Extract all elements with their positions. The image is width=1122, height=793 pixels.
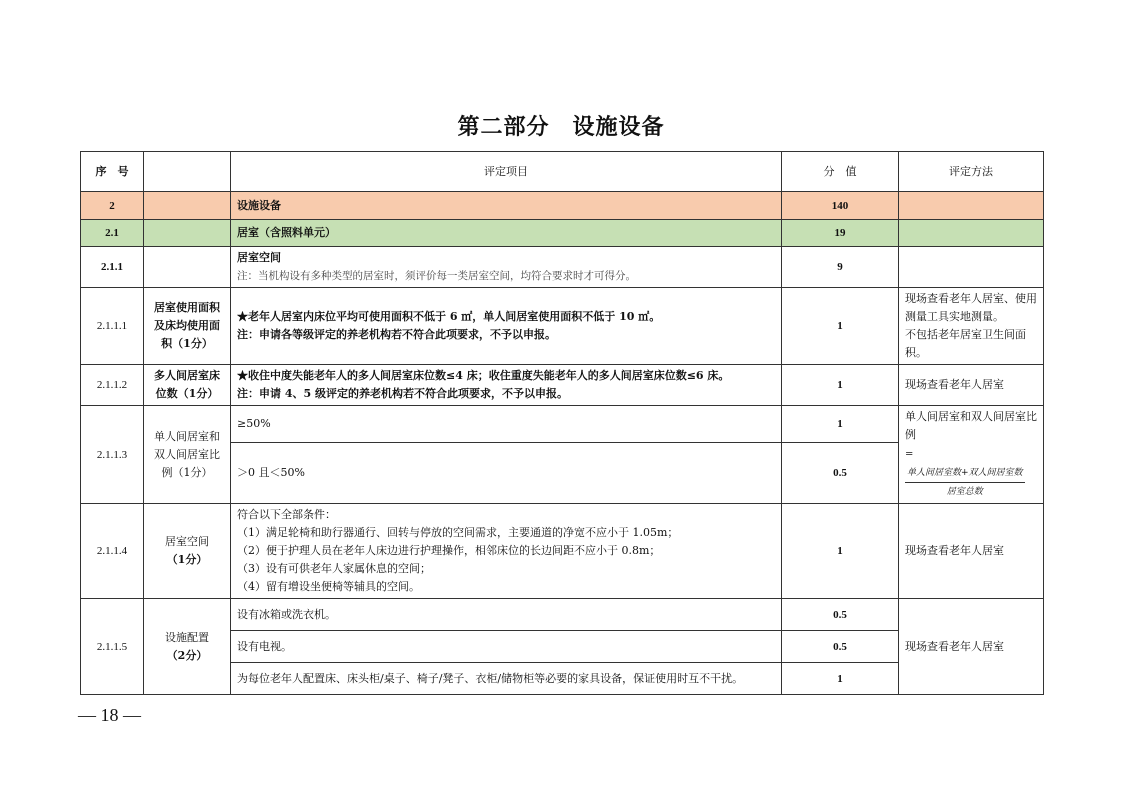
- row-text: ★收住中度失能老年人的多人间居室床位数≤4 床；收住重度失能老年人的多人间居室床位数≤6 床。: [237, 369, 730, 382]
- row-blank: [144, 247, 231, 288]
- row-code: 2.1.1.3: [81, 406, 144, 504]
- formula-denominator: 居室总数: [946, 487, 983, 497]
- table-row-subcategory: [81, 220, 1044, 247]
- table-row: [81, 406, 1044, 443]
- header-score: 分 值: [782, 152, 899, 192]
- ratio-formula: [905, 446, 1037, 501]
- row-code: 2.1.1: [81, 247, 144, 288]
- method-text: 现场查看老年人居室、使用测量工具实地测量。: [905, 292, 1037, 323]
- row-method: [899, 247, 1044, 288]
- condition-item: （3）设有可供老年人家属休息的空间；: [237, 562, 431, 575]
- option-text: 为每位老年人配置床、床头柜/桌子、椅子/凳子、衣柜/储物柜等必要的家具设备，保证使用时互不干扰。: [231, 663, 782, 695]
- row-method: 现场查看老年人居室: [899, 365, 1044, 406]
- option-score: 1: [782, 663, 899, 695]
- row-code: 2.1.1.4: [81, 504, 144, 599]
- row-content: [231, 247, 782, 288]
- option-score: 0.5: [782, 631, 899, 663]
- row-score: 1: [782, 365, 899, 406]
- table-row-category: [81, 192, 1044, 220]
- option-text: ≥50%: [231, 406, 782, 443]
- assessment-table: [80, 151, 1044, 695]
- condition-intro: 符合以下全部条件：: [237, 508, 336, 521]
- table-row: [81, 288, 1044, 365]
- row-label: [144, 504, 231, 599]
- method-text: 不包括老年居室卫生间面积。: [905, 328, 1026, 359]
- table-row: [81, 599, 1044, 631]
- row-code: 2.1.1.2: [81, 365, 144, 406]
- row-code: 2.1.1.1: [81, 288, 144, 365]
- row-text: ★老年人居室内床位平均可使用面积不低于 6 ㎡，单人间居室使用面积不低于 10 ㎡。: [237, 310, 661, 323]
- row-name: 居室空间: [237, 251, 281, 264]
- table-row: [81, 247, 1044, 288]
- formula-equals: =: [905, 449, 914, 460]
- row-method: [899, 192, 1044, 220]
- row-score: 140: [782, 192, 899, 220]
- row-note: 注：申请 4、5 级评定的养老机构若不符合此项要求，不予以申报。: [237, 387, 568, 400]
- option-score: 0.5: [782, 599, 899, 631]
- row-code: 2: [81, 192, 144, 220]
- header-method: 评定方法: [899, 152, 1044, 192]
- row-note: 注：申请各等级评定的养老机构若不符合此项要求，不予以申报。: [237, 328, 556, 341]
- row-label: 单人间居室和双人间居室比例（1分）: [144, 406, 231, 504]
- row-method: [899, 220, 1044, 247]
- formula-fraction: [905, 464, 1025, 501]
- page-number: — 18 —: [78, 705, 141, 725]
- header-blank: [144, 152, 231, 192]
- row-label-score: （2分）: [166, 648, 208, 662]
- row-content: [231, 365, 782, 406]
- row-label-text: 设施配置: [165, 630, 209, 644]
- row-note: 注：当机构设有多种类型的居室时，须评价每一类居室空间，均符合要求时才可得分。: [237, 270, 636, 282]
- row-label: [144, 599, 231, 695]
- row-label-text: 居室空间: [165, 535, 209, 548]
- row-method: [899, 288, 1044, 365]
- row-content: [231, 504, 782, 599]
- row-score: 1: [782, 504, 899, 599]
- page-title: 第二部分 设施设备: [457, 115, 665, 140]
- row-score: 9: [782, 247, 899, 288]
- row-code: 2.1: [81, 220, 144, 247]
- table-row: [81, 504, 1044, 599]
- table-header-row: [81, 152, 1044, 192]
- row-method: [899, 406, 1044, 504]
- option-text: ＞0 且＜50%: [231, 443, 782, 504]
- row-blank: [144, 220, 231, 247]
- header-seq: 序 号: [81, 152, 144, 192]
- row-label: 多人间居室床位数（1分）: [144, 365, 231, 406]
- row-code: 2.1.1.5: [81, 599, 144, 695]
- table-row: [81, 365, 1044, 406]
- row-blank: [144, 192, 231, 220]
- row-name: 设施设备: [231, 192, 782, 220]
- row-method: 现场查看老年人居室: [899, 504, 1044, 599]
- condition-item: （1）满足轮椅和助行器通行、回转与停放的空间需求，主要通道的净宽不应小于 1.05m；: [237, 526, 679, 539]
- condition-item: （2）便于护理人员在老年人床边进行护理操作，相邻床位的长边间距不应小于 0.8m；: [237, 544, 661, 557]
- row-content: [231, 288, 782, 365]
- row-label-score: （1分）: [166, 553, 208, 566]
- option-score: 0.5: [782, 443, 899, 504]
- condition-item: （4）留有增设坐便椅等辅具的空间。: [237, 580, 420, 593]
- method-text: 单人间居室和双人间居室比例: [905, 410, 1037, 441]
- option-score: 1: [782, 406, 899, 443]
- formula-numerator: 单人间居室数+双人间居室数: [905, 464, 1025, 483]
- option-text: 设有电视。: [231, 631, 782, 663]
- row-score: 19: [782, 220, 899, 247]
- row-score: 1: [782, 288, 899, 365]
- row-method: 现场查看老年人居室: [899, 599, 1044, 695]
- header-item: 评定项目: [231, 152, 782, 192]
- option-text: 设有冰箱或洗衣机。: [231, 599, 782, 631]
- row-label: 居室使用面积及床均使用面积（1分）: [144, 288, 231, 365]
- row-name: 居室（含照料单元）: [231, 220, 782, 247]
